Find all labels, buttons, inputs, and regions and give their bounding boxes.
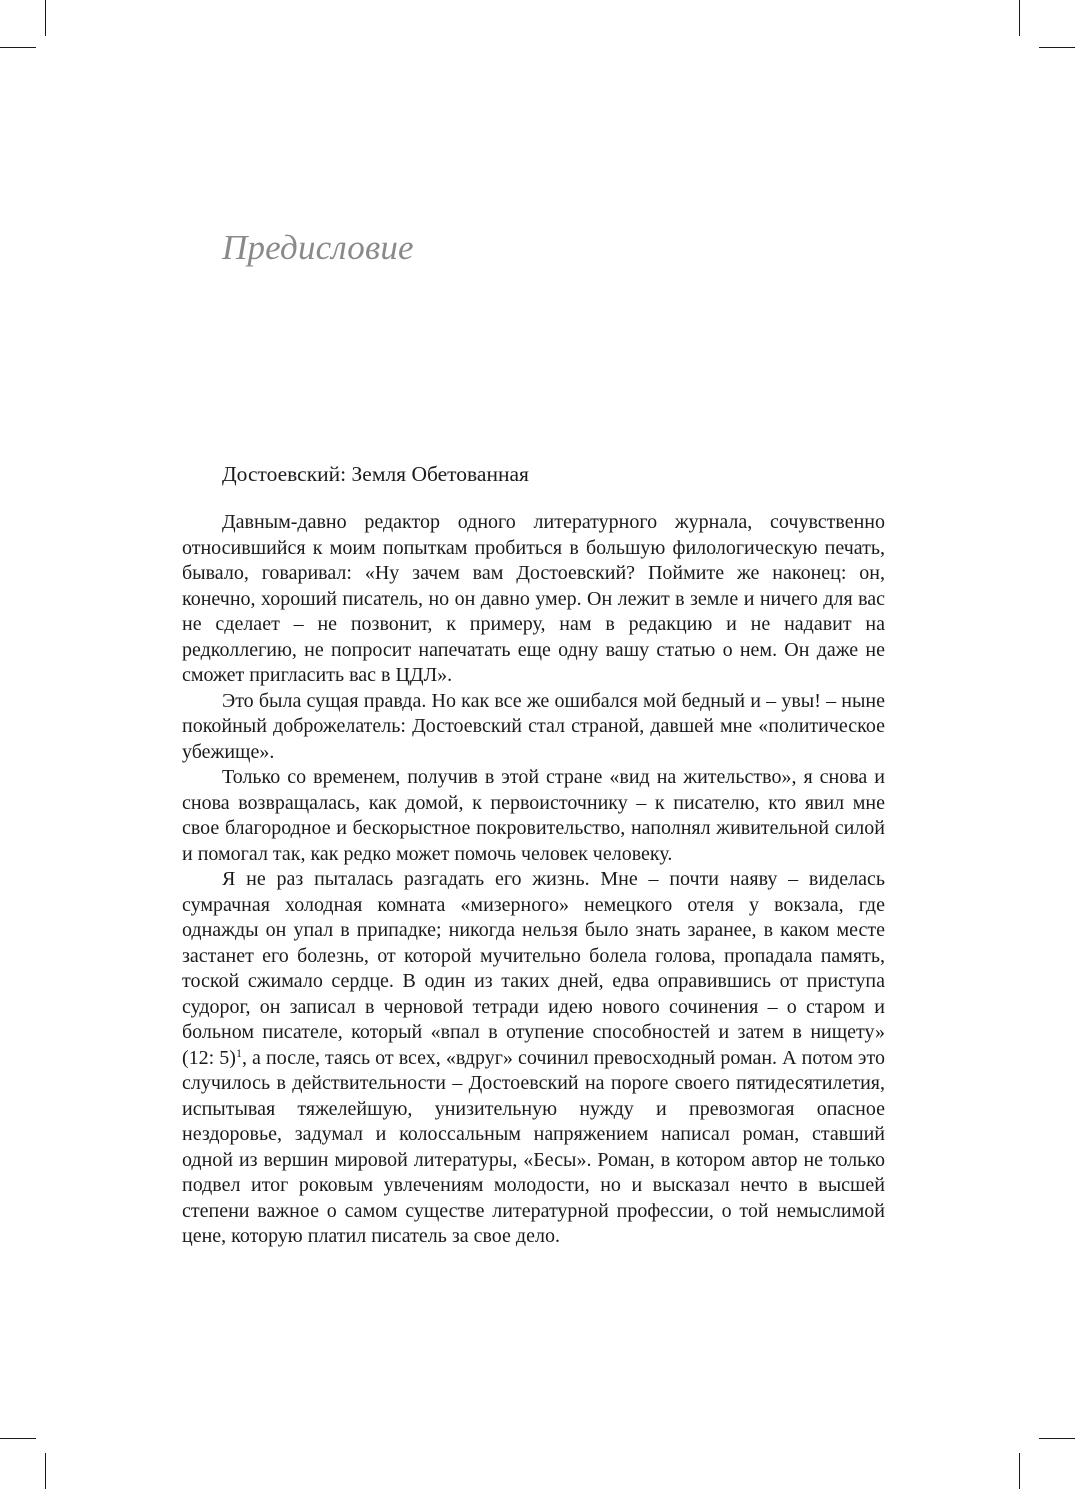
crop-mark-bottom-right-vertical bbox=[1019, 1453, 1020, 1489]
crop-mark-top-right-horizontal bbox=[1039, 47, 1075, 48]
crop-mark-bottom-left-vertical bbox=[45, 1453, 46, 1489]
paragraph-2: Это была сущая правда. Но как все же ошибался мой бедный и – увы! – ныне покойный доброжелатель: Достоевский стал страной, давшей мне «политическое убежище». bbox=[182, 689, 885, 763]
paragraph-4 bbox=[182, 867, 885, 1250]
crop-mark-top-left-horizontal bbox=[0, 47, 36, 48]
crop-mark-top-right-vertical bbox=[1019, 0, 1020, 36]
body-text bbox=[182, 510, 885, 1250]
chapter-heading: Предисловие bbox=[222, 228, 414, 267]
footnote-marker: 1 bbox=[235, 1045, 242, 1060]
crop-mark-bottom-right-horizontal bbox=[1039, 1438, 1075, 1439]
crop-mark-bottom-left-horizontal bbox=[0, 1438, 36, 1439]
paragraph-4-text-after: , а после, таясь от всех, «вдруг» сочинил превосходный роман. А потом это случилось в действительности – Достоевский на пороге своего пятидесятилетия, испытывая тяжелейшую, унизительную нужду и превозмогая опасное нездоровье, задумал и колоссальным напряжением написал роман, ставший одной из вершин мировой литературы, «Бесы». Роман, в котором автор не только подвел итог роковым увлечениям молодости, но и высказал нечто в высшей степени важное о самом существе литературной профессии, о той немыслимой цене, которую платил писатель за свое дело. bbox=[182, 1046, 885, 1247]
section-title: Достоевский: Земля Обетованная bbox=[222, 462, 529, 486]
paragraph-3: Только со временем, получив в этой стране «вид на жительство», я снова и снова возвращалась, как домой, к первоисточнику – к писателю, кто явил мне свое благородное и бескорыстное покровительство, наполнял живительной силой и помогал так, как редко может помочь человек человеку. bbox=[182, 766, 885, 865]
paragraph-4-text-before: Я не раз пыталась разгадать его жизнь. Мне – почти наяву – виделась сумрачная холодная комната «мизерного» немецкого отеля у вокзала, где однажды он упал в припадке; никогда нельзя было знать заранее, в каком месте застанет его болезнь, от которой мучительно болела голова, пропадала память, тоской сжимало сердце. В один из таких дней, едва оправившись от приступа судорог, он записал в черновой тетради идею нового сочинения – о старом и больном писателе, который «впал в отупение способностей и затем в нищету» (12: 5) bbox=[182, 868, 885, 1069]
crop-mark-top-left-vertical bbox=[45, 0, 46, 36]
paragraph-1: Давным-давно редактор одного литературного журнала, сочувственно относившийся к моим попыткам пробиться в большую филологическую печать, бывало, говаривал: «Ну зачем вам Достоевский? Поймите же наконец: он, конечно, хороший писатель, но он давно умер. Он лежит в земле и ничего для вас не сделает – не позвонит, к примеру, нам в редакцию и не надавит на редколлегию, не попросит напечатать еще одну вашу статью о нем. Он даже не сможет пригласить вас в ЦДЛ». bbox=[182, 511, 885, 686]
